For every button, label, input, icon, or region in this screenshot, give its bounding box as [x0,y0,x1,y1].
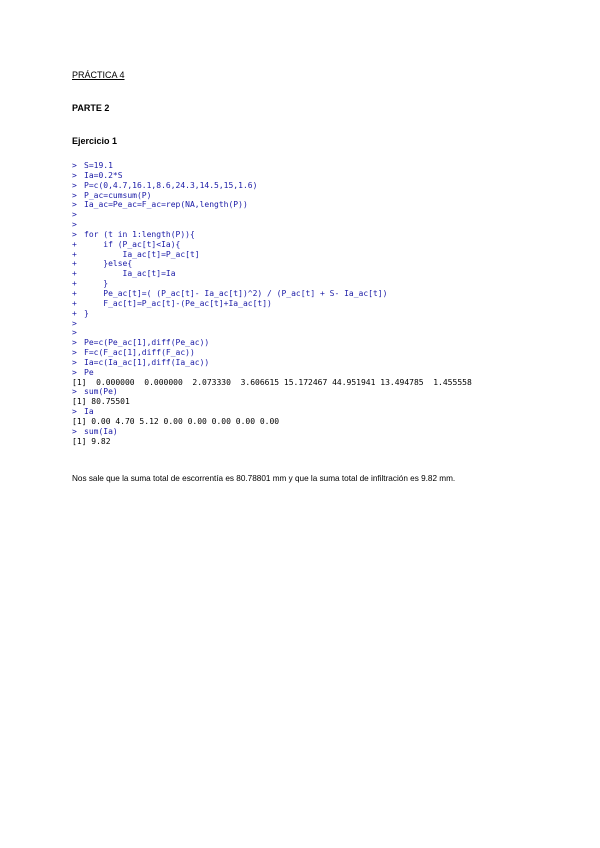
console-code-text: [1] 80.75501 [72,397,130,407]
console-prompt: > [72,328,77,338]
console-prompt: + [72,308,77,318]
console-prompt: > [72,200,77,210]
console-code-text: }else{ [84,259,133,269]
console-prompt: > [72,318,77,328]
console-input-line [72,309,542,319]
console-input-line [72,250,542,260]
console-code-text: Pe_ac[t]=( (P_ac[t]- Ia_ac[t])^2) / (P_ac[t] + S- Ia_ac[t]) [84,288,388,298]
console-input-line [72,220,542,230]
console-input-line [72,348,542,358]
console-prompt: + [72,288,77,298]
console-input-line [72,368,542,378]
console-input-line [72,387,542,397]
console-prompt: > [72,190,77,200]
console-prompt: > [72,348,77,358]
console-input-line [72,161,542,171]
console-input-line [72,427,542,437]
console-input-line [72,269,542,279]
console-prompt: + [72,298,77,308]
console-prompt: > [72,229,77,239]
console-prompt: > [72,357,77,367]
console-prompt: > [72,170,77,180]
console-input-line [72,407,542,417]
console-code-text: Ia=c(Ia_ac[1],diff(Ia_ac)) [84,357,210,367]
console-input-line [72,240,542,250]
r-console-output [72,161,542,446]
console-prompt: > [72,161,77,170]
console-input-line [72,338,542,348]
console-code-text: [1] 0.00 4.70 5.12 0.00 0.00 0.00 0.00 0.00 [72,416,280,426]
conclusion-paragraph: Nos sale que la suma total de escorrentía es 80.78801 mm y que la suma total de infiltración es 9.82 mm. [72,474,456,483]
console-code-text: S=19.1 [84,161,113,170]
console-prompt: + [72,239,77,249]
console-code-text: Pe=c(Pe_ac[1],diff(Pe_ac)) [84,338,210,348]
console-prompt: > [72,338,77,348]
console-input-line [72,279,542,289]
console-prompt: > [72,387,77,397]
console-code-text: if (P_ac[t]<Ia){ [84,239,181,249]
console-code-text: sum(Pe) [84,387,118,397]
console-input-line [72,181,542,191]
console-code-text: Pe [84,367,94,377]
console-prompt: + [72,269,77,279]
console-input-line [72,230,542,240]
console-code-text: F=c(F_ac[1],diff(F_ac)) [84,348,195,358]
console-input-line [72,191,542,201]
console-input-line [72,171,542,181]
console-code-text: for (t in 1:length(P)){ [84,229,195,239]
console-code-text: Ia [84,407,94,417]
console-code-text: sum(Ia) [84,426,118,436]
console-output-line [72,437,542,447]
console-prompt: > [72,220,77,230]
console-prompt: + [72,279,77,289]
console-output-line [72,397,542,407]
console-code-text: [1] 9.82 [72,436,111,446]
console-code-text: P_ac=cumsum(P) [84,190,152,200]
console-input-line [72,210,542,220]
console-code-text: Ia_ac[t]=Ia [84,269,176,279]
console-code-text: } [84,279,109,289]
console-code-text: } [84,308,89,318]
console-code-text: Ia_ac=Pe_ac=F_ac=rep(NA,length(P)) [84,200,248,210]
exercise-title: Ejercicio 1 [72,136,118,146]
console-prompt: + [72,249,77,259]
console-code-text: F_ac[t]=P_ac[t]-(Pe_ac[t]+Ia_ac[t]) [84,298,272,308]
console-input-line [72,200,542,210]
console-input-line [72,299,542,309]
console-prompt: > [72,180,77,190]
practice-title: PRÁCTICA 4 [72,70,125,80]
console-prompt: > [72,407,77,417]
console-prompt: > [72,367,77,377]
console-input-line [72,259,542,269]
console-input-line [72,319,542,329]
part-title: PARTE 2 [72,103,110,113]
console-input-line [72,358,542,368]
console-code-text: Ia=0.2*S [84,170,123,180]
console-code-text: [1] 0.000000 0.000000 2.073330 3.606615 15.172467 44.951941 13.494785 1.455558 [72,377,472,387]
console-prompt: + [72,259,77,269]
console-prompt: > [72,426,77,436]
console-prompt: > [72,210,77,220]
console-output-line [72,378,542,388]
console-output-line [72,417,542,427]
console-input-line [72,328,542,338]
console-input-line [72,289,542,299]
console-code-text: P=c(0,4.7,16.1,8.6,24.3,14.5,15,1.6) [84,180,258,190]
console-code-text: Ia_ac[t]=P_ac[t] [84,249,200,259]
